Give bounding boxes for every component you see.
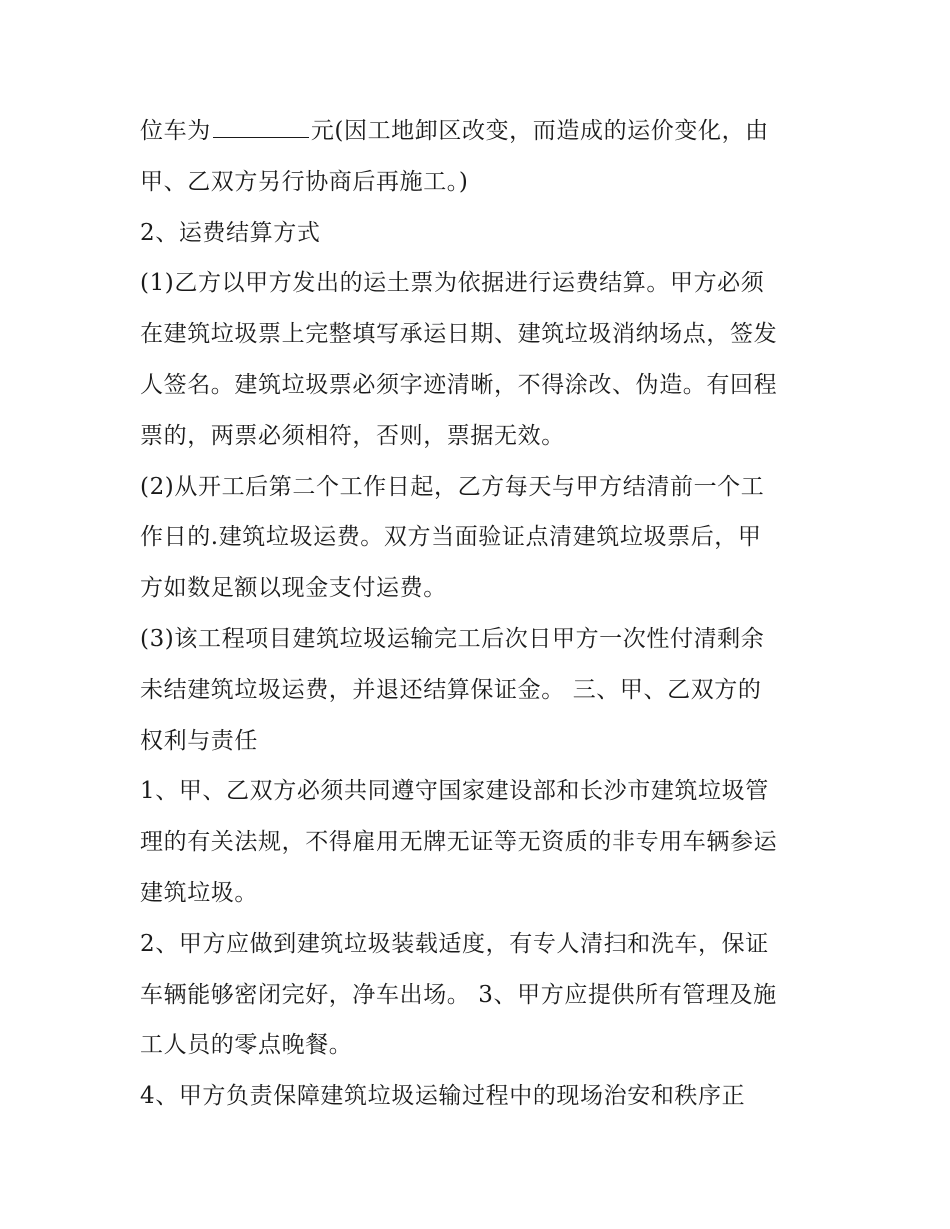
text-segment: 元(因工地卸区改变，而造成的运价变化，由 bbox=[310, 118, 769, 144]
section-heading: 2、运费结算方式 bbox=[140, 219, 321, 246]
text-line: 未结建筑垃圾运费，并退还结算保证金。 三、甲、乙双方的 bbox=[140, 676, 762, 703]
text-line: 2、甲方应做到建筑垃圾装载适度，有专人清扫和洗车，保证 bbox=[140, 930, 769, 957]
text-line: (2)从开工后第二个工作日起，乙方每天与甲方结清前一个工 bbox=[140, 473, 765, 500]
text-line: 车辆能够密闭完好，净车出场。 3、甲方应提供所有管理及施 bbox=[140, 981, 777, 1008]
document-body bbox=[140, 106, 820, 1122]
text-line: 建筑垃圾。 bbox=[140, 879, 258, 906]
fill-in-blank bbox=[213, 109, 309, 138]
text-line: 权利与责任 bbox=[140, 727, 258, 754]
text-line: 1、甲、乙双方必须共同遵守国家建设部和长沙市建筑垃圾管 bbox=[140, 778, 769, 805]
text-line: 票的，两票必须相符，否则，票据无效。 bbox=[140, 422, 565, 449]
text-line: 甲、乙双方另行协商后再施工。) bbox=[140, 168, 469, 195]
text-line: 4、甲方负责保障建筑垃圾运输过程中的现场治安和秩序正 bbox=[140, 1083, 746, 1110]
text-line bbox=[140, 106, 820, 157]
text-line: (1)乙方以甲方发出的运土票为依据进行运费结算。甲方必须 bbox=[140, 270, 765, 297]
text-line: 在建筑垃圾票上完整填写承运日期、建筑垃圾消纳场点，签发 bbox=[140, 321, 778, 348]
text-line: 理的有关法规，不得雇用无牌无证等无资质的非专用车辆参运 bbox=[140, 829, 778, 856]
text-segment: 位车为 bbox=[140, 118, 211, 144]
text-line: 工人员的零点晚餐。 bbox=[140, 1032, 353, 1059]
text-line: 人签名。建筑垃圾票必须字迹清晰，不得涂改、伪造。有回程 bbox=[140, 371, 778, 398]
text-line: 方如数足额以现金支付运费。 bbox=[140, 575, 447, 602]
text-line: (3)该工程项目建筑垃圾运输完工后次日甲方一次性付清剩余 bbox=[140, 625, 765, 652]
text-line: 作日的.建筑垃圾运费。双方当面验证点清建筑垃圾票后，甲 bbox=[140, 524, 762, 551]
